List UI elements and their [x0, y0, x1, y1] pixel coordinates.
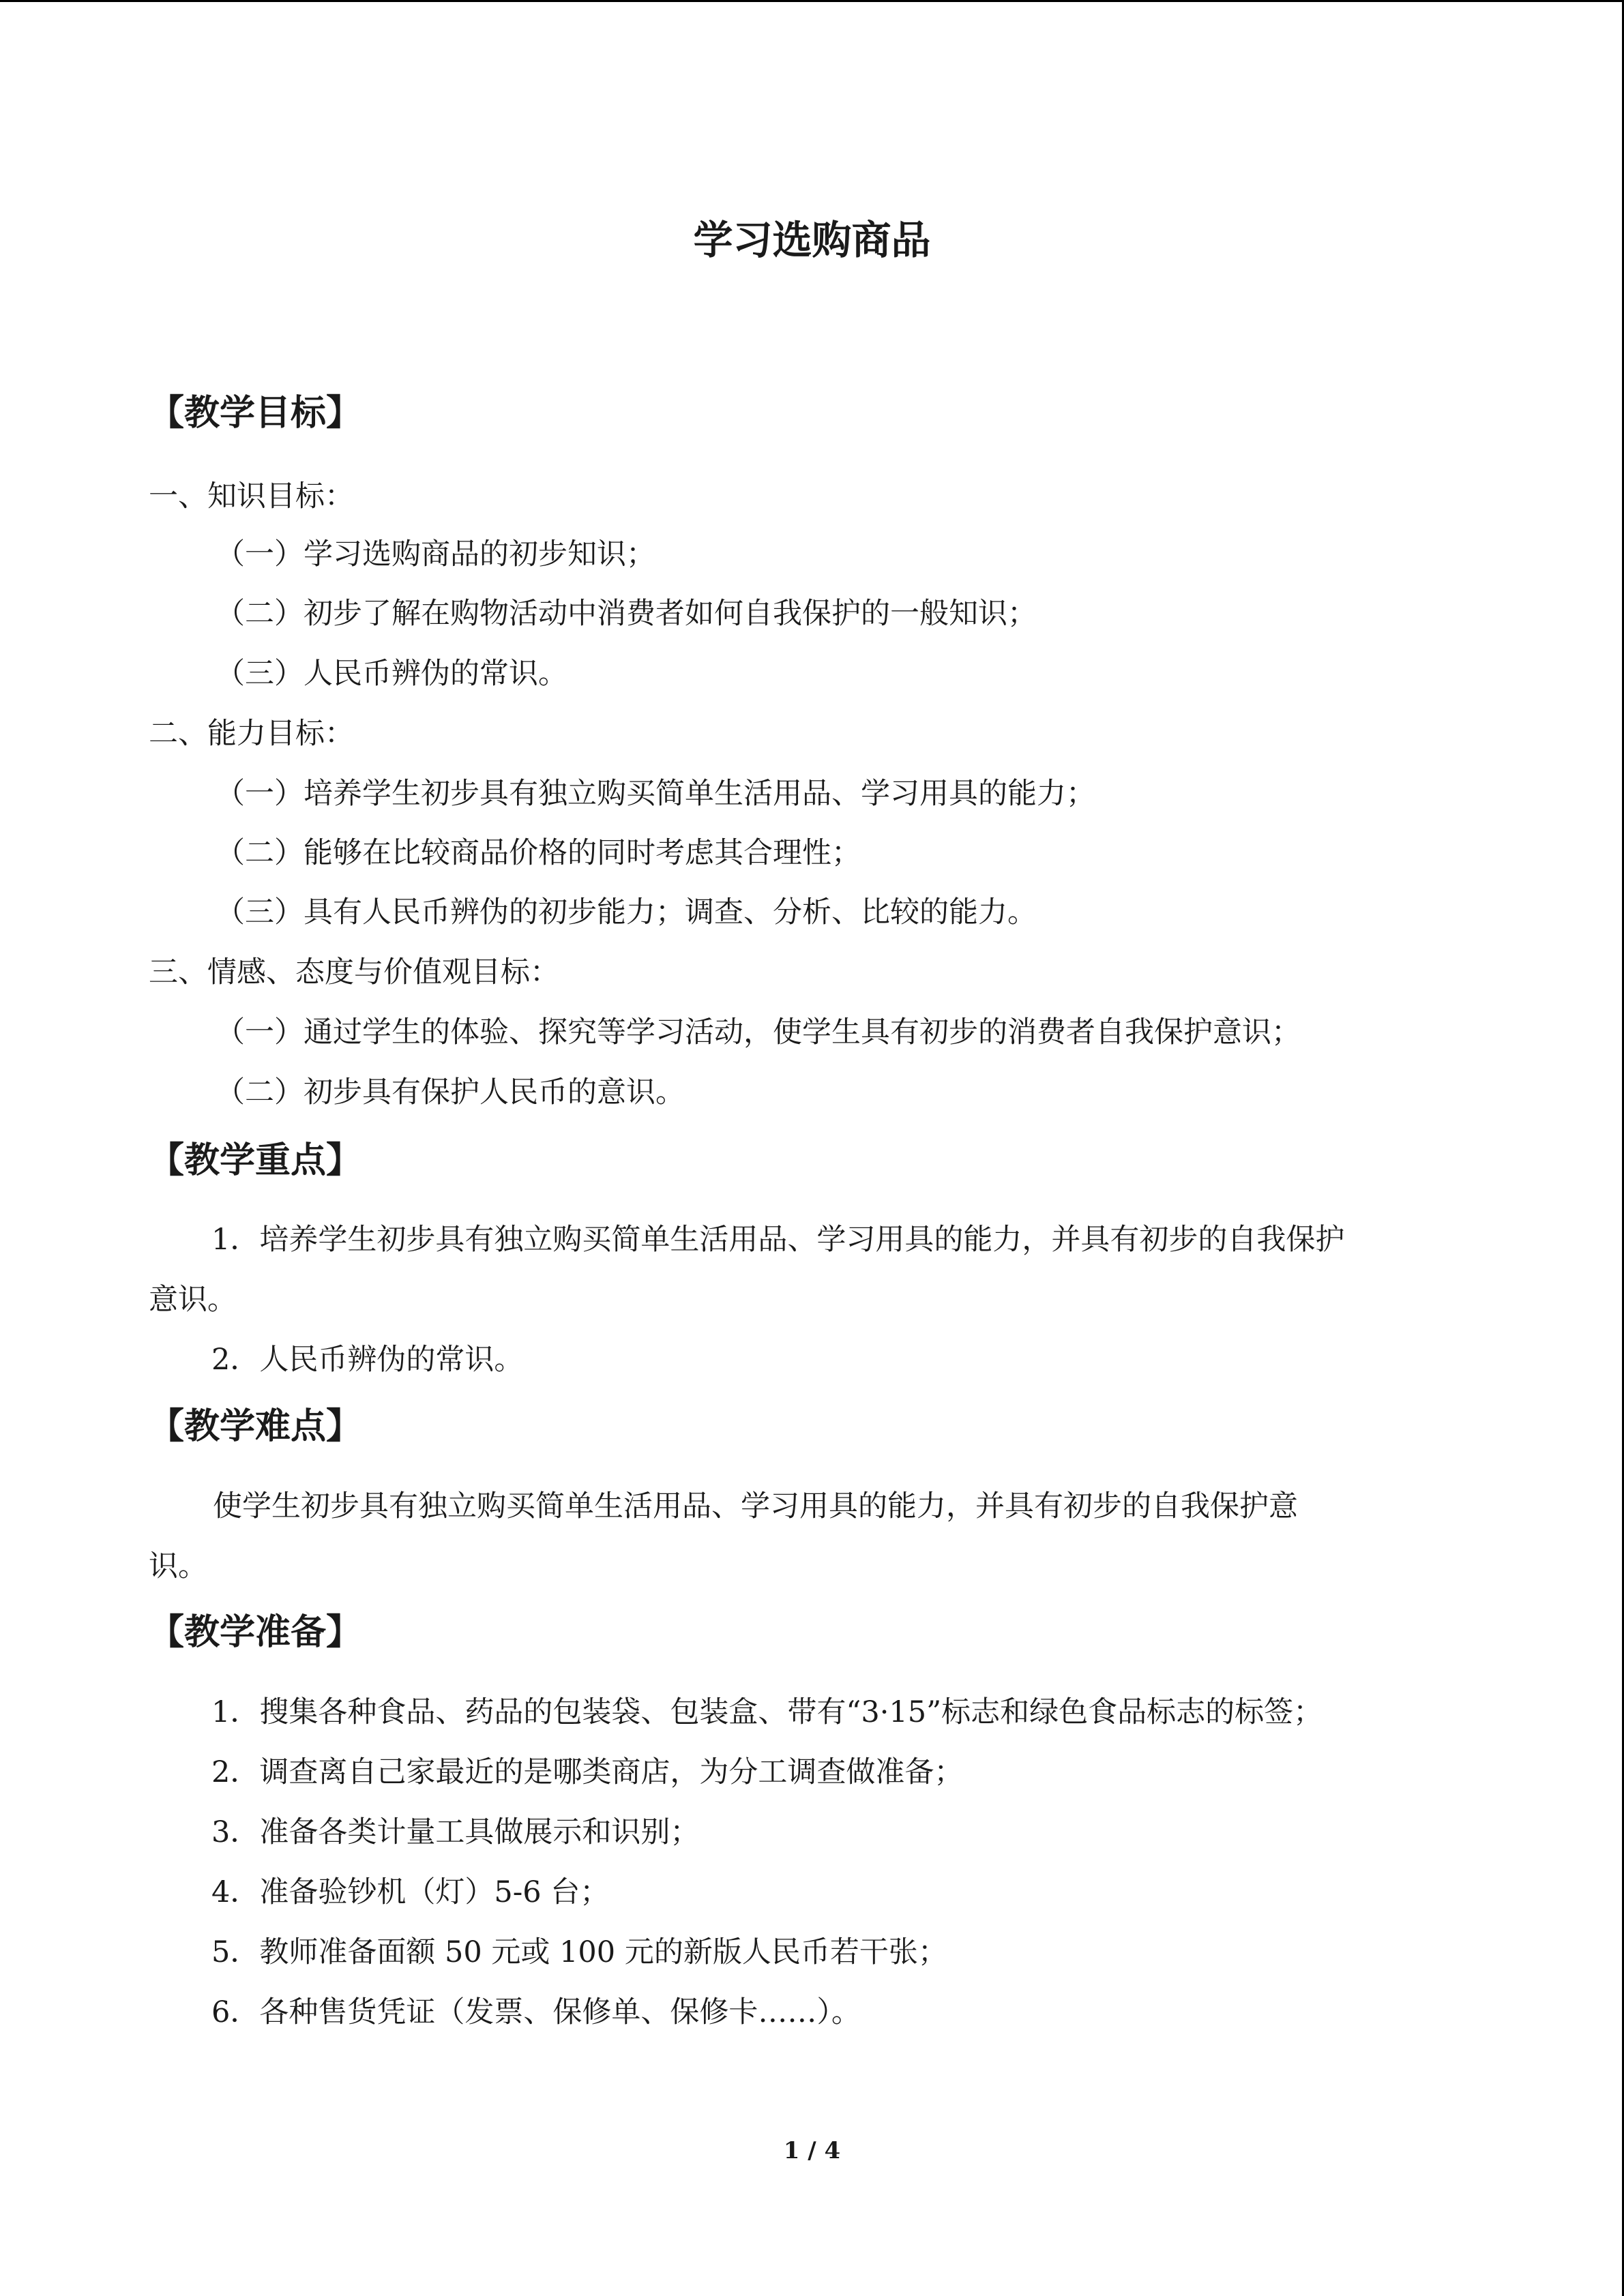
heading-key-points: 【教学重点】	[149, 1140, 362, 1181]
list-item: （一）通过学生的体验、探究等学习活动，使学生具有初步的消费者自我保护意识；	[216, 1015, 1301, 1049]
list-item: （一）培养学生初步具有独立购买简单生活用品、学习用具的能力；	[216, 777, 1095, 811]
key-point-2: 2．人民币辨伪的常识。	[211, 1343, 524, 1377]
list-item: （二）能够在比较商品价格的同时考虑其合理性；	[216, 836, 861, 870]
difficulty-text-cont: 识。	[149, 1549, 207, 1583]
list-item: （二）初步具有保护人民币的意识。	[216, 1075, 685, 1109]
page-number: 1 / 4	[783, 2137, 841, 2164]
heading-objectives: 【教学目标】	[149, 393, 362, 434]
section-ability: 二、能力目标：	[149, 717, 354, 751]
list-item: （二）初步了解在购物活动中消费者如何自我保护的一般知识；	[216, 597, 1037, 631]
section-knowledge: 一、知识目标：	[149, 479, 354, 513]
list-item: 3．准备各类计量工具做展示和识别；	[211, 1815, 700, 1849]
list-item: 1．搜集各种食品、药品的包装袋、包装盒、带有“3·15”标志和绿色食品标志的标签；	[211, 1695, 1323, 1729]
page-title: 学习选购商品	[693, 217, 931, 263]
list-item: 6．各种售货凭证（发票、保修单、保修卡……）。	[211, 1995, 861, 2029]
list-item: 2．调查离自己家最近的是哪类商店，为分工调查做准备；	[211, 1755, 964, 1789]
list-item: （三）具有人民币辨伪的初步能力；调查、分析、比较的能力。	[216, 895, 1037, 929]
difficulty-text: 使学生初步具有独立购买简单生活用品、学习用具的能力，并具有初步的自我保护意	[213, 1489, 1298, 1523]
list-item: （三）人民币辨伪的常识。	[216, 657, 567, 691]
list-item: 4．准备验钞机（灯）5-6 台；	[211, 1875, 610, 1909]
heading-preparation: 【教学准备】	[149, 1612, 362, 1653]
key-point-1-cont: 意识。	[149, 1283, 237, 1317]
key-point-1: 1．培养学生初步具有独立购买简单生活用品、学习用具的能力，并具有初步的自我保护	[211, 1223, 1345, 1257]
section-values: 三、情感、态度与价值观目标：	[149, 955, 559, 989]
top-border	[0, 0, 1624, 2]
list-item: （一）学习选购商品的初步知识；	[216, 537, 655, 571]
heading-difficulty: 【教学难点】	[149, 1406, 362, 1447]
list-item: 5．教师准备面额 50 元或 100 元的新版人民币若干张；	[211, 1935, 947, 1969]
